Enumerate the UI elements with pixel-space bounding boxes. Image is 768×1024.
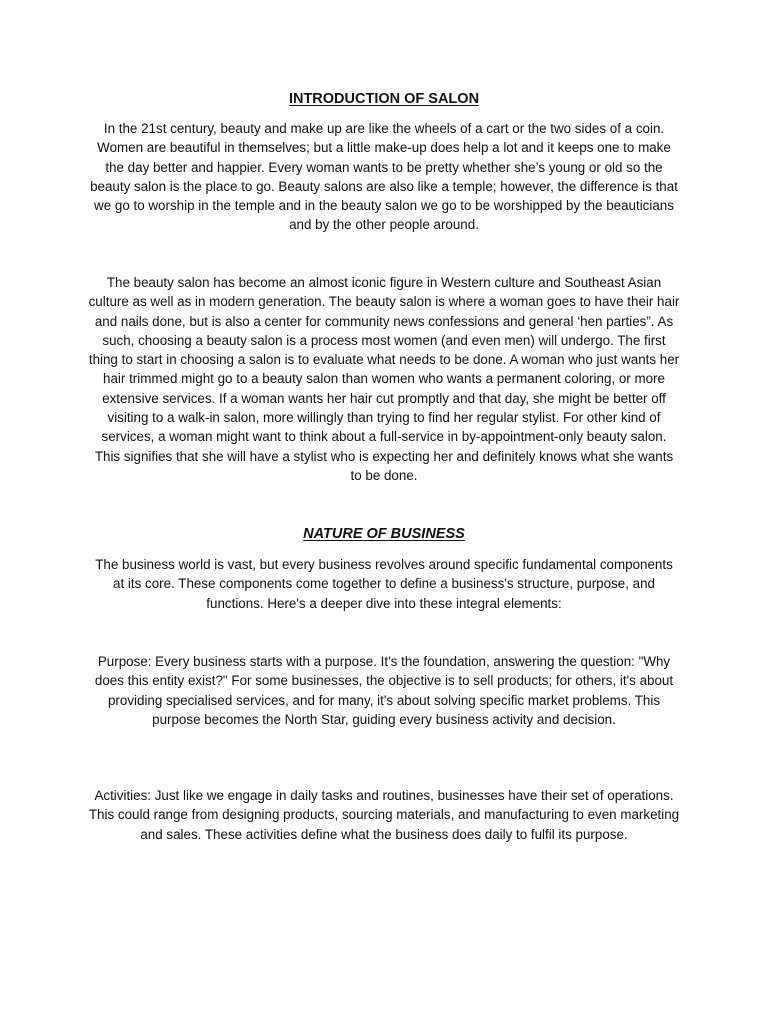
intro-paragraph-2: The beauty salon has become an almost iconic figure in Western culture and Southeast Asian culture as well as in modern generation. The beauty salon is where a woman goes to have their hair and nails done, but is also a center for community news confessions and general ‘hen parties”. As such, choosing a beauty salon is a process most women (and even men) will undergo. The first thing to start in choosing a salon is to evaluate what needs to be done. A woman who just wants her hair trimmed might go to a beauty salon than women who wants a permanent coloring, or more extensive services. If a woman wants her hair cut promptly and that day, she might be better off visiting to a walk-in salon, more willingly than trying to find her regular stylist. For other kind of services, a woman might want to think about a full-service in by-appointment-only beauty salon. This signifies that she will have a stylist who is expecting her and definitely knows what she wants to be done. <box>88 275 680 483</box>
intro-paragraph-1: In the 21st century, beauty and make up are like the wheels of a cart or the two sides of a coin. Women are beautiful in themselves; but a little make-up does help a lot and it keeps one to make the day better and happier. Every woman wants to be pretty whether she’s young or old so the beauty salon is the place to go. Beauty salons are also like a temple; however, the difference is that we go to worship in the temple and in the beauty salon we go to be worshipped by the beauticians and by the other people around. <box>90 121 678 233</box>
business-paragraph-purpose: Purpose: Every business starts with a purpose. It's the foundation, answering the question: "Why does this entity exist?" For some businesses, the objective is to sell products; for others, it's about providing specialised services, and for many, it's about solving specific market problems. This purpose becomes the North Star, guiding every business activity and decision. <box>94 654 674 727</box>
business-paragraph-activities: Activities: Just like we engage in daily tasks and routines, businesses have their set of operations. This could range from designing products, sourcing materials, and manufacturing to even marketing and sales. These activities define what the business does daily to fulfil its purpose. <box>88 788 680 842</box>
section-heading-nature-of-business: NATURE OF BUSINESS <box>303 526 465 542</box>
business-paragraph-intro: The business world is vast, but every business revolves around specific fundamental components at its core. These components come together to define a business's structure, purpose, and functions. Here's a deeper dive into these integral elements: <box>95 557 673 611</box>
section-heading-introduction-of-salon: INTRODUCTION OF SALON <box>288 91 480 107</box>
